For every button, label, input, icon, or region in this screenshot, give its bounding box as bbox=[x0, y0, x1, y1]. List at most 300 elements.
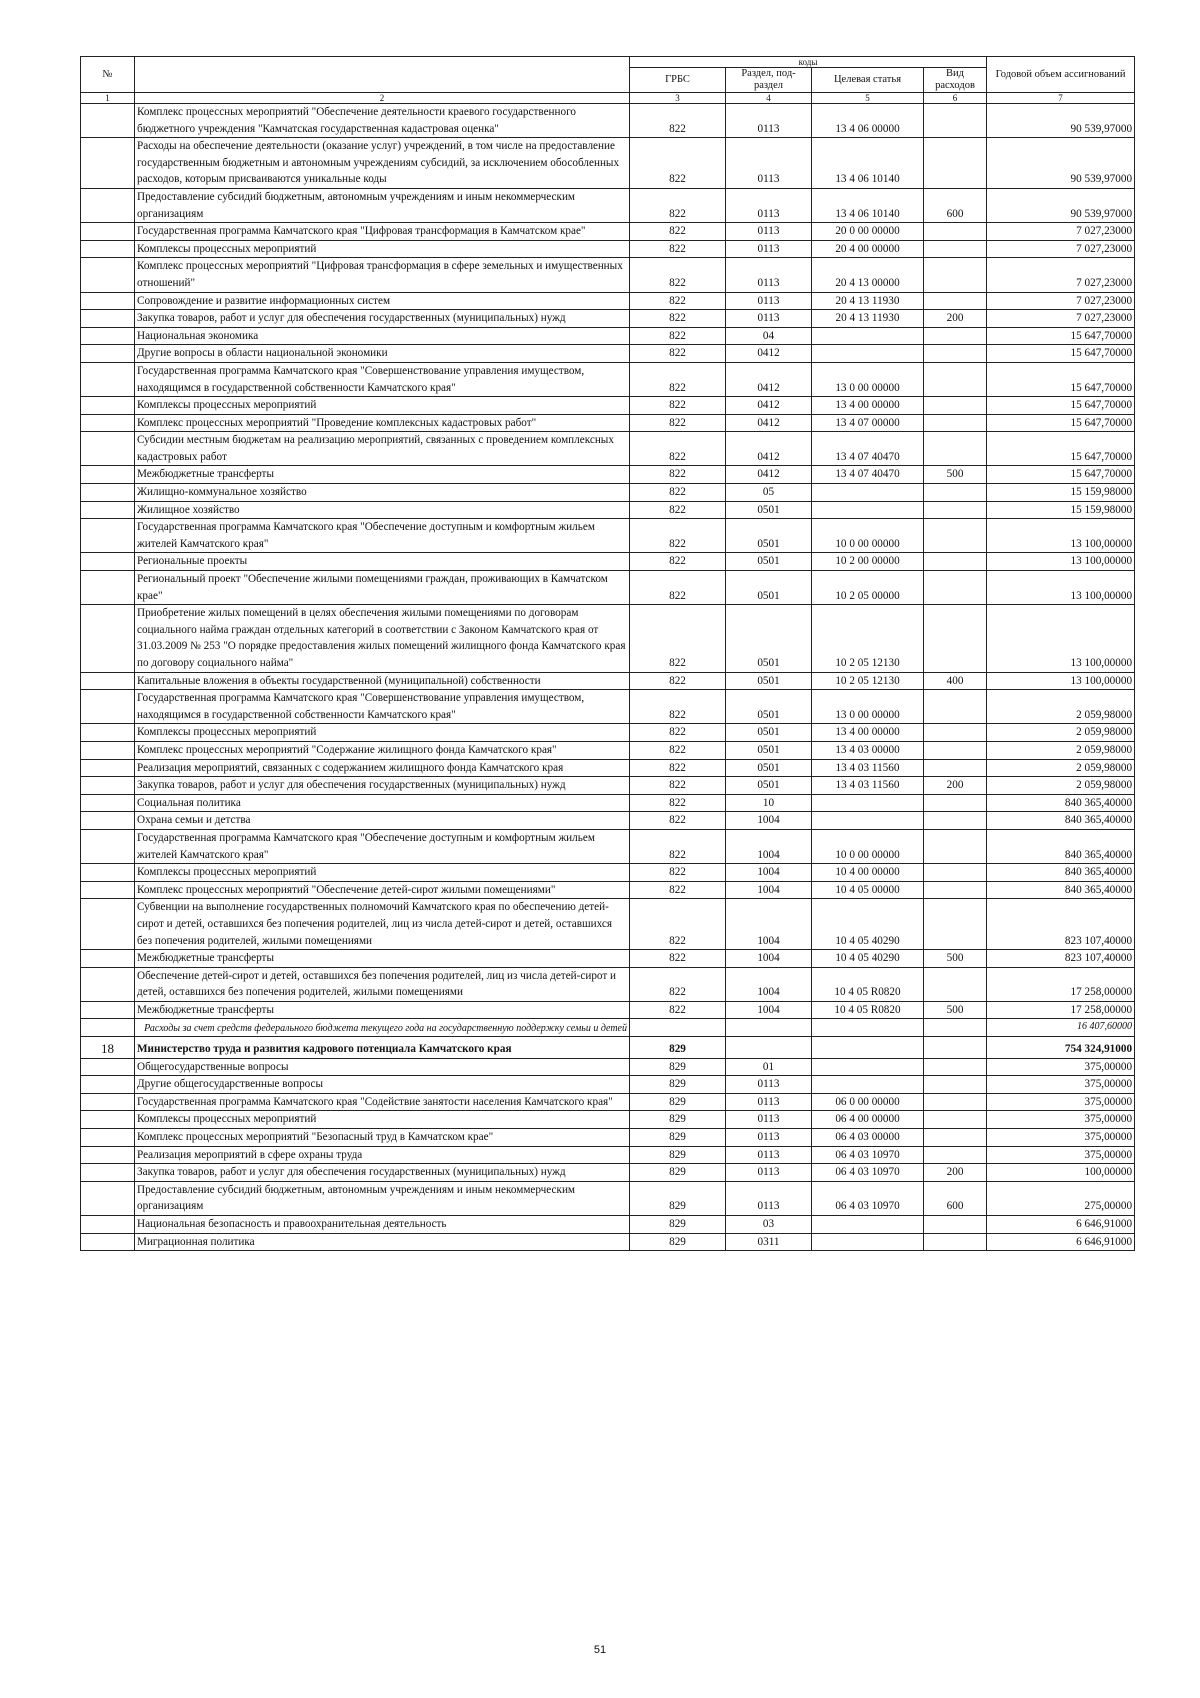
row-section-cell: 0113 bbox=[726, 1076, 812, 1094]
row-grbs-cell: 822 bbox=[630, 724, 726, 742]
table-row bbox=[81, 571, 1135, 605]
row-type-cell bbox=[924, 519, 987, 553]
row-grbs-cell: 822 bbox=[630, 881, 726, 899]
row-amount-cell: 6 646,91000 bbox=[987, 1216, 1135, 1234]
table-row bbox=[81, 327, 1135, 345]
row-grbs-cell: 829 bbox=[630, 1037, 726, 1059]
row-target-cell: 13 4 00 00000 bbox=[812, 397, 924, 415]
row-section-cell: 0501 bbox=[726, 759, 812, 777]
table-row bbox=[81, 690, 1135, 724]
row-number-cell bbox=[81, 1181, 135, 1215]
row-target-cell: 10 2 05 00000 bbox=[812, 571, 924, 605]
row-section-cell: 05 bbox=[726, 484, 812, 502]
row-grbs-cell: 822 bbox=[630, 138, 726, 189]
row-amount-cell: 15 647,70000 bbox=[987, 362, 1135, 396]
row-amount-cell: 6 646,91000 bbox=[987, 1233, 1135, 1251]
row-section-cell: 0501 bbox=[726, 724, 812, 742]
row-type-cell bbox=[924, 605, 987, 672]
row-name-cell: Реализация мероприятий, связанных с содержанием жилищного фонда Камчатского края bbox=[135, 759, 630, 777]
row-name-cell: Комплекс процессных мероприятий "Обеспечение деятельности краевого государственного бюджетного учреждения "Камчатская государственная кадастровая оценка" bbox=[135, 104, 630, 138]
row-number-cell bbox=[81, 138, 135, 189]
table-row bbox=[81, 432, 1135, 466]
row-type-cell bbox=[924, 967, 987, 1001]
row-type-cell: 500 bbox=[924, 466, 987, 484]
row-section-cell: 03 bbox=[726, 1216, 812, 1234]
row-amount-cell: 840 365,40000 bbox=[987, 881, 1135, 899]
row-name-cell: Национальная экономика bbox=[135, 327, 630, 345]
row-type-cell bbox=[924, 553, 987, 571]
row-name-cell: Сопровождение и развитие информационных систем bbox=[135, 292, 630, 310]
row-section-cell: 0113 bbox=[726, 104, 812, 138]
table-row bbox=[81, 724, 1135, 742]
row-target-cell bbox=[812, 484, 924, 502]
row-type-cell bbox=[924, 327, 987, 345]
row-section-cell: 0113 bbox=[726, 1093, 812, 1111]
row-number-cell bbox=[81, 292, 135, 310]
row-section-cell: 1004 bbox=[726, 864, 812, 882]
row-number-cell bbox=[81, 414, 135, 432]
column-number: 3 bbox=[630, 93, 726, 104]
row-number-cell bbox=[81, 571, 135, 605]
row-number-cell bbox=[81, 327, 135, 345]
header-grbs: ГРБС bbox=[630, 68, 726, 93]
row-section-cell: 0501 bbox=[726, 741, 812, 759]
row-type-cell bbox=[924, 397, 987, 415]
row-grbs-cell: 822 bbox=[630, 258, 726, 292]
row-grbs-cell: 822 bbox=[630, 950, 726, 968]
row-number-cell bbox=[81, 1058, 135, 1076]
row-type-cell: 500 bbox=[924, 1001, 987, 1019]
table-row bbox=[81, 1146, 1135, 1164]
row-type-cell bbox=[924, 258, 987, 292]
table-row bbox=[81, 812, 1135, 830]
row-target-cell: 06 4 03 10970 bbox=[812, 1146, 924, 1164]
row-amount-cell: 13 100,00000 bbox=[987, 519, 1135, 553]
row-number-cell bbox=[81, 794, 135, 812]
row-section-cell: 0311 bbox=[726, 1233, 812, 1251]
row-amount-cell: 7 027,23000 bbox=[987, 292, 1135, 310]
row-target-cell: 06 4 03 00000 bbox=[812, 1129, 924, 1147]
row-number-cell bbox=[81, 1093, 135, 1111]
row-section-cell: 1004 bbox=[726, 881, 812, 899]
row-grbs-cell: 822 bbox=[630, 397, 726, 415]
row-number-cell bbox=[81, 881, 135, 899]
row-section-cell: 0501 bbox=[726, 605, 812, 672]
row-name-cell: Региональный проект "Обеспечение жилыми помещениями граждан, проживающих в Камчатском крае" bbox=[135, 571, 630, 605]
row-number-cell bbox=[81, 1146, 135, 1164]
row-amount-cell: 7 027,23000 bbox=[987, 310, 1135, 328]
row-amount-cell: 840 365,40000 bbox=[987, 829, 1135, 863]
row-number-cell bbox=[81, 1216, 135, 1234]
row-amount-cell: 13 100,00000 bbox=[987, 605, 1135, 672]
row-target-cell bbox=[812, 1216, 924, 1234]
row-section-cell bbox=[726, 1019, 812, 1037]
table-row bbox=[81, 1181, 1135, 1215]
row-type-cell bbox=[924, 864, 987, 882]
row-amount-cell: 840 365,40000 bbox=[987, 864, 1135, 882]
row-name-cell: Жилищно-коммунальное хозяйство bbox=[135, 484, 630, 502]
row-target-cell bbox=[812, 501, 924, 519]
table-row bbox=[81, 310, 1135, 328]
row-section-cell: 10 bbox=[726, 794, 812, 812]
row-type-cell bbox=[924, 1093, 987, 1111]
row-number-cell bbox=[81, 310, 135, 328]
row-amount-cell: 15 647,70000 bbox=[987, 466, 1135, 484]
row-number-cell bbox=[81, 1076, 135, 1094]
table-row bbox=[81, 258, 1135, 292]
row-amount-cell: 2 059,98000 bbox=[987, 741, 1135, 759]
row-name-cell: Министерство труда и развития кадрового потенциала Камчатского края bbox=[135, 1037, 630, 1059]
table-row bbox=[81, 605, 1135, 672]
row-amount-cell: 90 539,97000 bbox=[987, 188, 1135, 222]
row-target-cell: 06 4 03 10970 bbox=[812, 1164, 924, 1182]
row-target-cell bbox=[812, 327, 924, 345]
header-expense-type: Вид расходов bbox=[924, 68, 987, 93]
table-row bbox=[81, 240, 1135, 258]
row-target-cell: 13 4 07 40470 bbox=[812, 466, 924, 484]
row-type-cell bbox=[924, 1037, 987, 1059]
row-grbs-cell: 822 bbox=[630, 484, 726, 502]
row-name-cell: Межбюджетные трансферты bbox=[135, 466, 630, 484]
row-amount-cell: 754 324,91000 bbox=[987, 1037, 1135, 1059]
table-row bbox=[81, 553, 1135, 571]
row-type-cell bbox=[924, 104, 987, 138]
row-grbs-cell: 822 bbox=[630, 553, 726, 571]
row-type-cell bbox=[924, 501, 987, 519]
row-number-cell bbox=[81, 240, 135, 258]
row-target-cell: 20 4 13 11930 bbox=[812, 292, 924, 310]
column-number: 2 bbox=[135, 93, 630, 104]
header-target-article: Целевая статья bbox=[812, 68, 924, 93]
row-section-cell bbox=[726, 1037, 812, 1059]
row-section-cell: 1004 bbox=[726, 967, 812, 1001]
row-section-cell: 1004 bbox=[726, 829, 812, 863]
row-amount-cell: 15 159,98000 bbox=[987, 501, 1135, 519]
row-type-cell bbox=[924, 432, 987, 466]
header-number: № bbox=[81, 57, 135, 93]
table-row bbox=[81, 1093, 1135, 1111]
row-number-cell bbox=[81, 397, 135, 415]
row-name-cell: Закупка товаров, работ и услуг для обеспечения государственных (муниципальных) нужд bbox=[135, 777, 630, 795]
row-target-cell: 06 4 03 10970 bbox=[812, 1181, 924, 1215]
table-row bbox=[81, 1164, 1135, 1182]
row-name-cell: Государственная программа Камчатского края "Совершенствование управления имуществом, находящимся в государственной собственности Камчатского края" bbox=[135, 690, 630, 724]
row-amount-cell: 15 159,98000 bbox=[987, 484, 1135, 502]
row-number-cell bbox=[81, 672, 135, 690]
row-target-cell: 10 4 00 00000 bbox=[812, 864, 924, 882]
row-name-cell: Жилищное хозяйство bbox=[135, 501, 630, 519]
table-row bbox=[81, 1216, 1135, 1234]
table-row bbox=[81, 864, 1135, 882]
table-row bbox=[81, 1058, 1135, 1076]
row-type-cell: 200 bbox=[924, 1164, 987, 1182]
row-name-cell: Комплексы процессных мероприятий bbox=[135, 1111, 630, 1129]
row-grbs-cell bbox=[630, 1019, 726, 1037]
row-section-cell: 0412 bbox=[726, 345, 812, 363]
row-grbs-cell: 829 bbox=[630, 1181, 726, 1215]
row-type-cell bbox=[924, 1058, 987, 1076]
row-grbs-cell: 822 bbox=[630, 519, 726, 553]
column-number: 5 bbox=[812, 93, 924, 104]
row-section-cell: 0113 bbox=[726, 1111, 812, 1129]
row-target-cell: 13 4 03 11560 bbox=[812, 777, 924, 795]
row-section-cell: 0412 bbox=[726, 397, 812, 415]
row-section-cell: 0501 bbox=[726, 501, 812, 519]
row-grbs-cell: 829 bbox=[630, 1111, 726, 1129]
row-grbs-cell: 829 bbox=[630, 1093, 726, 1111]
row-amount-cell: 2 059,98000 bbox=[987, 724, 1135, 742]
row-target-cell: 13 4 03 11560 bbox=[812, 759, 924, 777]
row-name-cell: Субвенции на выполнение государственных полномочий Камчатского края по обеспечению детей-сирот и детей, оставшихся без попечения родителей, лиц из числа детей-сирот и детей, оставшихся без попечения родителей, жилыми помещениями bbox=[135, 899, 630, 950]
row-section-cell: 0113 bbox=[726, 1164, 812, 1182]
row-grbs-cell: 822 bbox=[630, 501, 726, 519]
row-section-cell: 0113 bbox=[726, 310, 812, 328]
row-target-cell: 13 4 07 00000 bbox=[812, 414, 924, 432]
row-type-cell bbox=[924, 794, 987, 812]
table-body bbox=[81, 104, 1135, 1251]
table-row bbox=[81, 899, 1135, 950]
row-name-cell: Комплексы процессных мероприятий bbox=[135, 724, 630, 742]
row-grbs-cell: 822 bbox=[630, 777, 726, 795]
row-name-cell: Предоставление субсидий бюджетным, автономным учреждениям и иным некоммерческим организациям bbox=[135, 188, 630, 222]
table-row bbox=[81, 967, 1135, 1001]
table-row bbox=[81, 138, 1135, 189]
table-row bbox=[81, 484, 1135, 502]
row-name-cell: Капитальные вложения в объекты государственной (муниципальной) собственности bbox=[135, 672, 630, 690]
row-grbs-cell: 822 bbox=[630, 864, 726, 882]
table-row bbox=[81, 881, 1135, 899]
table-row bbox=[81, 1019, 1135, 1037]
row-target-cell: 10 2 05 12130 bbox=[812, 672, 924, 690]
row-type-cell bbox=[924, 1129, 987, 1147]
row-grbs-cell: 829 bbox=[630, 1146, 726, 1164]
row-grbs-cell: 829 bbox=[630, 1233, 726, 1251]
row-target-cell: 13 4 03 00000 bbox=[812, 741, 924, 759]
row-target-cell: 13 4 00 00000 bbox=[812, 724, 924, 742]
row-section-cell: 0501 bbox=[726, 571, 812, 605]
row-grbs-cell: 822 bbox=[630, 899, 726, 950]
row-number-cell bbox=[81, 899, 135, 950]
row-type-cell bbox=[924, 1146, 987, 1164]
row-amount-cell: 2 059,98000 bbox=[987, 759, 1135, 777]
table-row bbox=[81, 794, 1135, 812]
row-amount-cell: 13 100,00000 bbox=[987, 553, 1135, 571]
row-name-cell: Комплекс процессных мероприятий "Безопасный труд в Камчатском крае" bbox=[135, 1129, 630, 1147]
row-number-cell bbox=[81, 777, 135, 795]
row-amount-cell: 840 365,40000 bbox=[987, 812, 1135, 830]
row-name-cell: Охрана семьи и детства bbox=[135, 812, 630, 830]
row-target-cell: 20 4 00 00000 bbox=[812, 240, 924, 258]
table-row bbox=[81, 1111, 1135, 1129]
row-amount-cell: 100,00000 bbox=[987, 1164, 1135, 1182]
row-target-cell: 10 2 05 12130 bbox=[812, 605, 924, 672]
header-name-blank bbox=[135, 57, 630, 93]
row-name-cell: Национальная безопасность и правоохранительная деятельность bbox=[135, 1216, 630, 1234]
row-grbs-cell: 829 bbox=[630, 1164, 726, 1182]
row-number-cell bbox=[81, 1129, 135, 1147]
row-grbs-cell: 822 bbox=[630, 759, 726, 777]
row-type-cell bbox=[924, 1216, 987, 1234]
row-grbs-cell: 822 bbox=[630, 414, 726, 432]
row-target-cell bbox=[812, 1058, 924, 1076]
row-type-cell bbox=[924, 345, 987, 363]
row-number-cell bbox=[81, 519, 135, 553]
row-amount-cell: 823 107,40000 bbox=[987, 899, 1135, 950]
row-target-cell: 20 4 13 00000 bbox=[812, 258, 924, 292]
row-type-cell bbox=[924, 240, 987, 258]
row-target-cell: 13 4 06 10140 bbox=[812, 138, 924, 189]
row-grbs-cell: 822 bbox=[630, 362, 726, 396]
row-name-cell: Комплексы процессных мероприятий bbox=[135, 240, 630, 258]
table-row bbox=[81, 1129, 1135, 1147]
row-type-cell: 200 bbox=[924, 777, 987, 795]
row-type-cell bbox=[924, 881, 987, 899]
row-type-cell bbox=[924, 414, 987, 432]
row-name-cell: Региональные проекты bbox=[135, 553, 630, 571]
row-name-cell: Закупка товаров, работ и услуг для обеспечения государственных (муниципальных) нужд bbox=[135, 310, 630, 328]
row-grbs-cell: 822 bbox=[630, 240, 726, 258]
table-row bbox=[81, 104, 1135, 138]
row-target-cell bbox=[812, 1076, 924, 1094]
row-type-cell bbox=[924, 484, 987, 502]
row-amount-cell: 2 059,98000 bbox=[987, 777, 1135, 795]
table-row bbox=[81, 950, 1135, 968]
row-target-cell bbox=[812, 794, 924, 812]
table-header bbox=[81, 57, 1135, 104]
row-grbs-cell: 822 bbox=[630, 605, 726, 672]
row-grbs-cell: 822 bbox=[630, 432, 726, 466]
table-row bbox=[81, 741, 1135, 759]
row-grbs-cell: 829 bbox=[630, 1076, 726, 1094]
row-amount-cell: 17 258,00000 bbox=[987, 1001, 1135, 1019]
row-grbs-cell: 822 bbox=[630, 829, 726, 863]
row-number-cell bbox=[81, 864, 135, 882]
row-type-cell bbox=[924, 812, 987, 830]
row-amount-cell: 16 407,60000 bbox=[987, 1019, 1135, 1037]
row-section-cell: 1004 bbox=[726, 1001, 812, 1019]
row-number-cell bbox=[81, 345, 135, 363]
row-type-cell: 200 bbox=[924, 310, 987, 328]
table-row bbox=[81, 292, 1135, 310]
column-number: 4 bbox=[726, 93, 812, 104]
row-amount-cell: 275,00000 bbox=[987, 1181, 1135, 1215]
row-target-cell: 10 4 05 40290 bbox=[812, 899, 924, 950]
row-number-cell bbox=[81, 829, 135, 863]
row-grbs-cell: 822 bbox=[630, 292, 726, 310]
row-number-cell bbox=[81, 553, 135, 571]
row-section-cell: 0113 bbox=[726, 292, 812, 310]
table-row bbox=[81, 501, 1135, 519]
row-amount-cell: 15 647,70000 bbox=[987, 397, 1135, 415]
row-amount-cell: 7 027,23000 bbox=[987, 258, 1135, 292]
row-section-cell: 0113 bbox=[726, 138, 812, 189]
row-name-cell: Государственная программа Камчатского края "Совершенствование управления имуществом, находящимся в государственной собственности Камчатского края" bbox=[135, 362, 630, 396]
row-section-cell: 1004 bbox=[726, 950, 812, 968]
row-number-cell bbox=[81, 484, 135, 502]
row-amount-cell: 375,00000 bbox=[987, 1111, 1135, 1129]
row-name-cell: Государственная программа Камчатского края "Обеспечение доступным и комфортным жильем жителей Камчатского края" bbox=[135, 519, 630, 553]
row-amount-cell: 375,00000 bbox=[987, 1129, 1135, 1147]
row-target-cell: 06 0 00 00000 bbox=[812, 1093, 924, 1111]
row-type-cell: 600 bbox=[924, 1181, 987, 1215]
row-amount-cell: 90 539,97000 bbox=[987, 104, 1135, 138]
row-section-cell: 0113 bbox=[726, 223, 812, 241]
row-number-cell bbox=[81, 104, 135, 138]
row-target-cell: 13 4 06 00000 bbox=[812, 104, 924, 138]
table-row bbox=[81, 1037, 1135, 1059]
row-name-cell: Комплекс процессных мероприятий "Содержание жилищного фонда Камчатского края" bbox=[135, 741, 630, 759]
row-amount-cell: 17 258,00000 bbox=[987, 967, 1135, 1001]
row-number-cell bbox=[81, 967, 135, 1001]
row-grbs-cell: 822 bbox=[630, 967, 726, 1001]
row-amount-cell: 90 539,97000 bbox=[987, 138, 1135, 189]
row-grbs-cell: 822 bbox=[630, 812, 726, 830]
row-type-cell bbox=[924, 1111, 987, 1129]
row-type-cell bbox=[924, 724, 987, 742]
row-section-cell: 0113 bbox=[726, 1181, 812, 1215]
table-row bbox=[81, 777, 1135, 795]
column-number: 1 bbox=[81, 93, 135, 104]
row-number-cell bbox=[81, 950, 135, 968]
row-name-cell: Реализация мероприятий в сфере охраны труда bbox=[135, 1146, 630, 1164]
row-type-cell: 500 bbox=[924, 950, 987, 968]
row-name-cell: Межбюджетные трансферты bbox=[135, 950, 630, 968]
column-number: 6 bbox=[924, 93, 987, 104]
row-number-cell bbox=[81, 1164, 135, 1182]
header-section: Раздел, под-раздел bbox=[726, 68, 812, 93]
row-grbs-cell: 822 bbox=[630, 571, 726, 605]
row-name-cell: Общегосударственные вопросы bbox=[135, 1058, 630, 1076]
row-grbs-cell: 829 bbox=[630, 1216, 726, 1234]
table-row bbox=[81, 188, 1135, 222]
row-target-cell: 06 4 00 00000 bbox=[812, 1111, 924, 1129]
table-row bbox=[81, 519, 1135, 553]
row-name-cell: Государственная программа Камчатского края "Цифровая трансформация в Камчатском крае" bbox=[135, 223, 630, 241]
row-target-cell bbox=[812, 345, 924, 363]
row-number-cell bbox=[81, 188, 135, 222]
row-grbs-cell: 822 bbox=[630, 345, 726, 363]
row-name-cell: Закупка товаров, работ и услуг для обеспечения государственных (муниципальных) нужд bbox=[135, 1164, 630, 1182]
row-amount-cell: 375,00000 bbox=[987, 1146, 1135, 1164]
header-codes-group: коды bbox=[630, 57, 987, 68]
row-target-cell: 20 0 00 00000 bbox=[812, 223, 924, 241]
row-type-cell: 600 bbox=[924, 188, 987, 222]
row-section-cell: 0412 bbox=[726, 466, 812, 484]
row-type-cell bbox=[924, 571, 987, 605]
row-name-cell: Приобретение жилых помещений в целях обеспечения жилыми помещениями по договорам социального найма граждан отдельных категорий в соответствии с Законом Камчатского края от 31.03.2009 № 253 "О порядке предоставления жилых помещений жилищного фонда Камчатского края по договору социального найма" bbox=[135, 605, 630, 672]
row-number-cell bbox=[81, 362, 135, 396]
row-section-cell: 01 bbox=[726, 1058, 812, 1076]
row-section-cell: 1004 bbox=[726, 812, 812, 830]
row-type-cell bbox=[924, 223, 987, 241]
row-name-cell: Социальная политика bbox=[135, 794, 630, 812]
row-target-cell: 10 0 00 00000 bbox=[812, 519, 924, 553]
row-type-cell bbox=[924, 362, 987, 396]
row-amount-cell: 15 647,70000 bbox=[987, 327, 1135, 345]
row-target-cell: 10 4 05 00000 bbox=[812, 881, 924, 899]
row-amount-cell: 7 027,23000 bbox=[987, 240, 1135, 258]
row-target-cell: 10 4 05 40290 bbox=[812, 950, 924, 968]
row-number-cell bbox=[81, 605, 135, 672]
row-target-cell: 13 4 07 40470 bbox=[812, 432, 924, 466]
row-target-cell: 10 2 00 00000 bbox=[812, 553, 924, 571]
row-name-cell: Межбюджетные трансферты bbox=[135, 1001, 630, 1019]
row-grbs-cell: 822 bbox=[630, 188, 726, 222]
row-amount-cell: 375,00000 bbox=[987, 1058, 1135, 1076]
row-name-cell: Миграционная политика bbox=[135, 1233, 630, 1251]
table-row bbox=[81, 1233, 1135, 1251]
table-row bbox=[81, 1001, 1135, 1019]
